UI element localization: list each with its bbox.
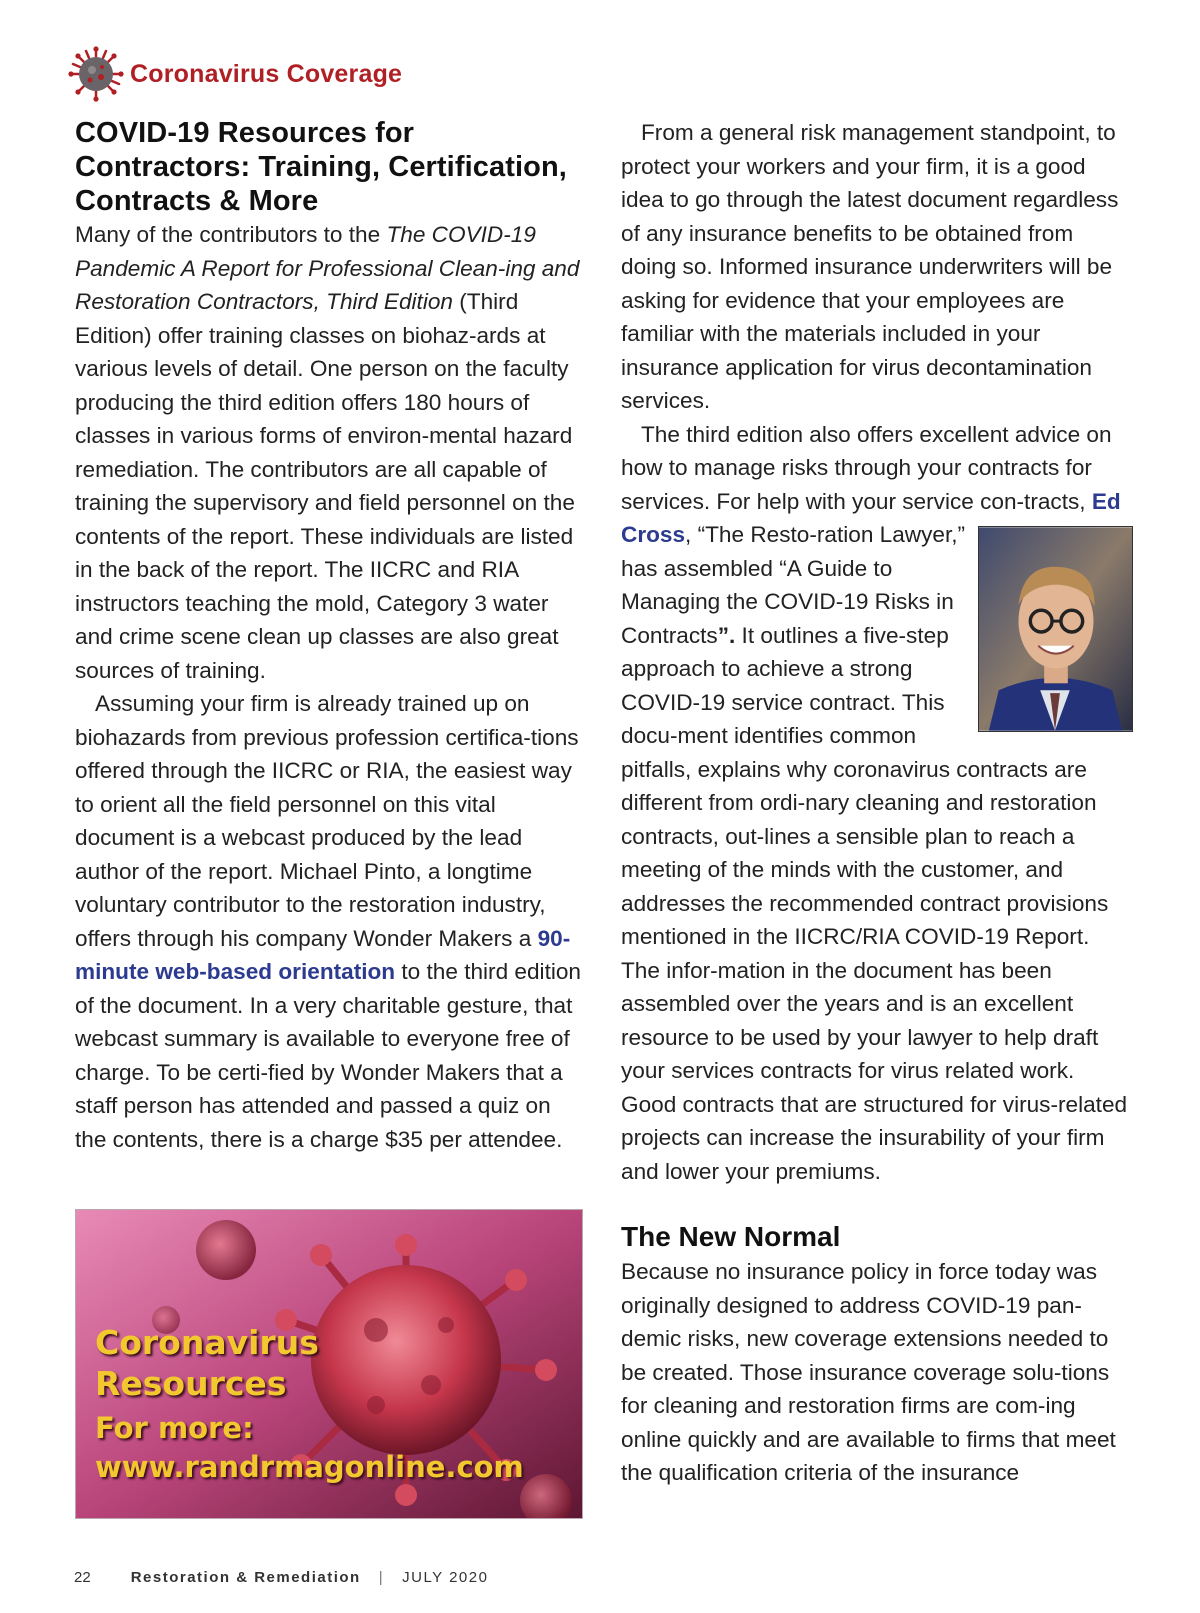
section-label: Coronavirus Coverage	[130, 59, 403, 88]
ad-line-for-more: For more:	[95, 1411, 254, 1445]
left-column	[75, 116, 583, 1156]
left-paragraph-1	[75, 218, 583, 687]
issue-date: JULY 2020	[402, 1569, 489, 1586]
coronavirus-resources-ad[interactable]	[75, 1209, 583, 1519]
page-number: 22	[74, 1569, 91, 1586]
right-p2-text-b: , “The Resto-ration Lawyer,” has assembled “A Guide to Managing the COVID-19 Risks in Contracts	[621, 522, 966, 648]
article-headline: COVID-19 Resources for Contractors: Training, Certification, Contracts & More	[75, 117, 567, 217]
ad-url-link[interactable]: www.randrmagonline.com	[95, 1450, 524, 1484]
footer-separator: |	[378, 1569, 385, 1586]
right-paragraph-2	[621, 418, 1133, 1189]
left-p2-text-a: Assuming your firm is already trained up on biohazards from previous profession certifica-tions offered through the IICRC or RIA, the easiest way to orient all the field personnel on this vital document is a webcast produced by the lead author of the report. Michael Pinto, a longtime voluntary contributor to the restoration industry, offers through his company Wonder Makers a	[75, 691, 579, 951]
publication-name: Restoration & Remediation	[130, 1569, 361, 1586]
subhead-new-normal: The New Normal	[621, 1221, 841, 1252]
report-title: The COVID-19 Pandemic A Report for Professional Clean-ing and Restoration Contractors, Third Edition	[75, 222, 580, 314]
ed-cross-photo	[978, 526, 1133, 732]
section-tag	[68, 46, 402, 102]
left-p2-text-b: to the third edition of the document. In a very charitable gesture, that webcast summary is available to everyone free of charge. To be certi-fied by Wonder Makers that a staff person has attended and passed a quiz on the contents, there is a charge $35 per attendee.	[75, 959, 582, 1152]
ad-line-resources: Resources	[95, 1364, 287, 1403]
left-p1-text-b: (Third Edition) offer training classes on biohaz-ards at various levels of detail. One person on the faculty producing the third edition offers 180 hours of classes in various forms of environ-mental hazard remediation. The contributors are all capable of training the supervisory and field personnel on the contents of the report. These individuals are listed in the back of the report. The IICRC and RIA instructors teaching the mold, Category 3 water and crime scene clean up classes are also great sources of training.	[75, 289, 575, 683]
ed-cross-link[interactable]: Ed Cross	[621, 488, 1121, 547]
right-p2-text-c: It outlines a five-step approach to achieve a strong COVID-19 service contract. This docu-ment identifies common pitfalls, explains why coronavirus contracts are different from ordi-nary cleaning and restoration contracts, out-lines a sensible plan to reach a meeting of the minds with the customer, and addresses the recommended contract provisions mentioned in the IICRC/RIA COVID-19 Report. The infor-mation in the document has been assembled over the years and is an excellent resource to be used by your lawyer to help draft your services contracts for virus related work. Good contracts that are structured for virus-related projects can increase the insurability of your firm and lower your premiums.	[621, 622, 1128, 1184]
left-p1-text-a: Many of the contributors to the	[75, 222, 387, 247]
ad-line-coronavirus: Coronavirus	[95, 1323, 319, 1362]
right-p2-text-a: The third edition also offers excellent advice on how to manage risks through your contracts for services. For help with your service con-tracts,	[621, 421, 1112, 514]
right-column	[621, 116, 1133, 1490]
left-paragraph-2	[75, 687, 583, 1156]
right-paragraph-1: From a general risk management standpoint, to protect your workers and your firm, it is a good idea to go through the latest document regardless of any insurance benefits to be obtained from doing so. Informed insurance underwriters will be asking for evidence that your employees are familiar with the materials included in your insurance application for virus decontamination services.	[621, 120, 1119, 413]
coronavirus-icon	[68, 46, 124, 102]
page-footer	[74, 1569, 488, 1586]
right-p2-bold-quote: ”.	[717, 622, 736, 648]
orientation-link[interactable]: 90-minute web-based orientation	[75, 925, 571, 984]
ad-copy	[95, 1322, 524, 1486]
right-paragraph-3: Because no insurance policy in force today was originally designed to address COVID-19 pan-demic risks, new coverage extensions needed to be created. Those insurance coverage solu-tions for cleaning and restoration firms are com-ing online quickly and are available to firms that meet the qualification criteria of the insurance	[621, 1259, 1116, 1485]
